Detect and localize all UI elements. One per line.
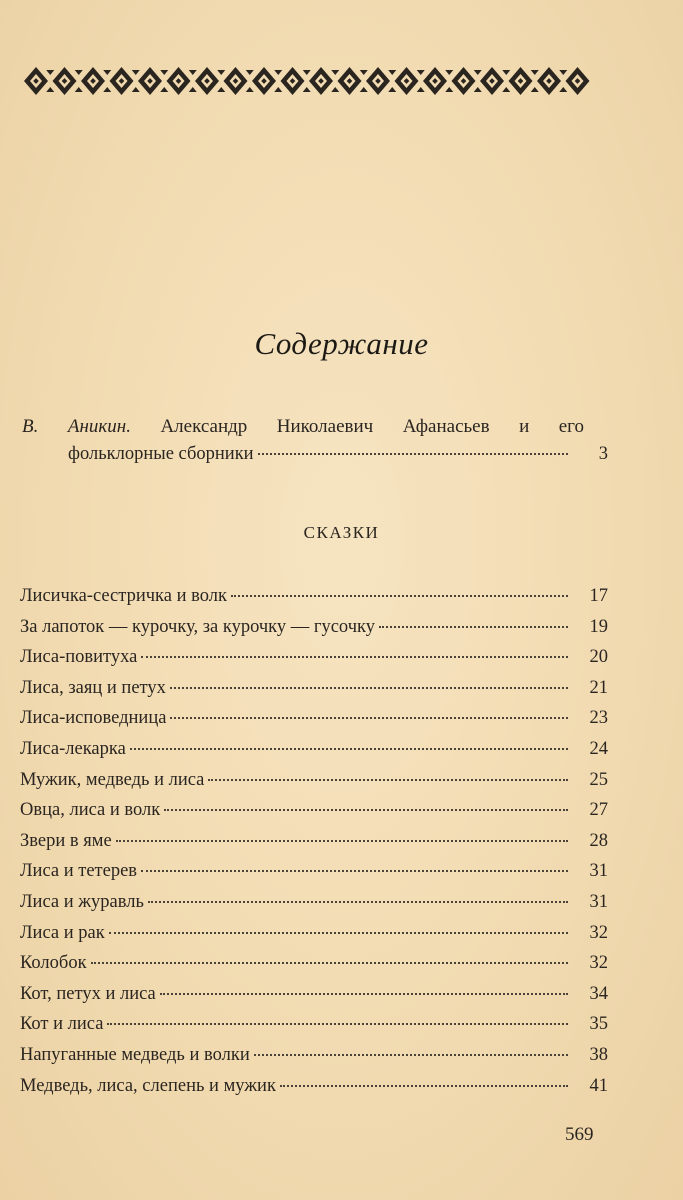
toc-entry [20, 857, 608, 885]
toc-entry-title: Мужик, медведь и лиса [20, 769, 205, 790]
toc-entry [20, 1072, 608, 1100]
toc-entry-title: Лиса и рак [20, 922, 105, 943]
toc-entry-page: 38 [589, 1045, 608, 1065]
page-title: Содержание [254, 326, 429, 361]
toc-entry-title: Колобок [20, 953, 87, 974]
toc-entry [20, 949, 608, 977]
author-entry [22, 412, 584, 442]
toc-entry [20, 735, 608, 763]
toc-entry [20, 582, 608, 610]
toc-entry-title: Лиса-исповедница [20, 708, 167, 729]
author-entry-page: 3 [598, 444, 608, 464]
toc-entry-title: Лиса и тетерев [20, 861, 138, 882]
leader-dots [254, 1054, 568, 1056]
toc-entry [20, 704, 608, 732]
leader-dots [164, 809, 568, 811]
author-entry-line1: Александр Николаевич Афанасьев и его [160, 416, 584, 437]
leader-dots [231, 595, 568, 597]
toc-entry-title: Медведь, лиса, слепень и мужик [20, 1075, 276, 1096]
author-entry-line2: фольклорные сборники [68, 444, 254, 464]
leader-dots [141, 656, 568, 658]
leader-dots [109, 932, 568, 934]
toc-entry-page: 19 [589, 616, 608, 637]
toc-entry-title: Кот и лиса [20, 1014, 104, 1035]
leader-dots [107, 1023, 568, 1025]
toc-entry [20, 613, 608, 641]
toc-entry-title: Лиса-лекарка [20, 739, 126, 759]
toc-entry [20, 980, 608, 1008]
section-heading: СКАЗКИ [303, 523, 380, 542]
toc-entry-page: 21 [589, 677, 608, 698]
toc-entry-page: 32 [589, 953, 608, 974]
ornament-border [22, 64, 610, 98]
leader-dots [170, 687, 568, 689]
leader-dots [141, 870, 568, 872]
toc-entry-title: Звери в яме [20, 830, 112, 851]
toc-entry [20, 888, 608, 916]
leader-dots [170, 717, 568, 719]
toc-entry-page: 31 [589, 861, 608, 882]
toc-entry-page: 17 [589, 586, 608, 606]
toc-entry-title: Лиса-повитуха [20, 647, 138, 668]
toc-entry [20, 1010, 608, 1038]
leader-dots [208, 779, 568, 781]
page-number: 569 [565, 1124, 594, 1145]
toc-entry [20, 796, 608, 824]
toc-entry-page: 31 [589, 892, 608, 912]
author-entry-line2-row [68, 440, 608, 468]
toc-entry [20, 827, 608, 855]
toc-entry-title: Лисичка-сестричка и волк [20, 586, 227, 606]
leader-dots [148, 901, 568, 903]
toc-entry-title: Кот, петух и лиса [20, 983, 156, 1004]
toc-entry [20, 1041, 608, 1069]
leader-dots [280, 1085, 568, 1087]
leader-dots [91, 962, 568, 964]
toc-entry-title: Овца, лиса и волк [20, 800, 161, 821]
toc-entry-page: 35 [589, 1014, 608, 1035]
leader-dots [160, 993, 568, 995]
author-name: В. Аникин. [22, 416, 131, 437]
toc-entry-title: Лиса, заяц и петух [20, 677, 166, 698]
toc-entry-title: Напуганные медведь и волки [20, 1045, 250, 1065]
leader-dots [379, 626, 568, 628]
toc-entry [20, 674, 608, 702]
toc-entry-page: 24 [589, 739, 608, 759]
toc-entry-page: 32 [589, 922, 608, 943]
toc-entry [20, 766, 608, 794]
toc-entry-title: Лиса и журавль [20, 892, 144, 912]
leader-dots [258, 453, 568, 455]
toc-entry-page: 41 [589, 1075, 608, 1096]
toc-entry-page: 28 [589, 830, 608, 851]
toc-entry [20, 919, 608, 947]
leader-dots [116, 840, 568, 842]
toc-entry-page: 20 [589, 647, 608, 668]
leader-dots [130, 748, 568, 750]
toc-entry-page: 25 [589, 769, 608, 790]
toc-entry-page: 34 [589, 983, 608, 1004]
toc-entry-page: 23 [589, 708, 608, 729]
toc-entry [20, 643, 608, 671]
toc-entry-page: 27 [589, 800, 608, 821]
toc-entry-title: За лапоток — курочку, за курочку — гусочку [20, 616, 375, 637]
